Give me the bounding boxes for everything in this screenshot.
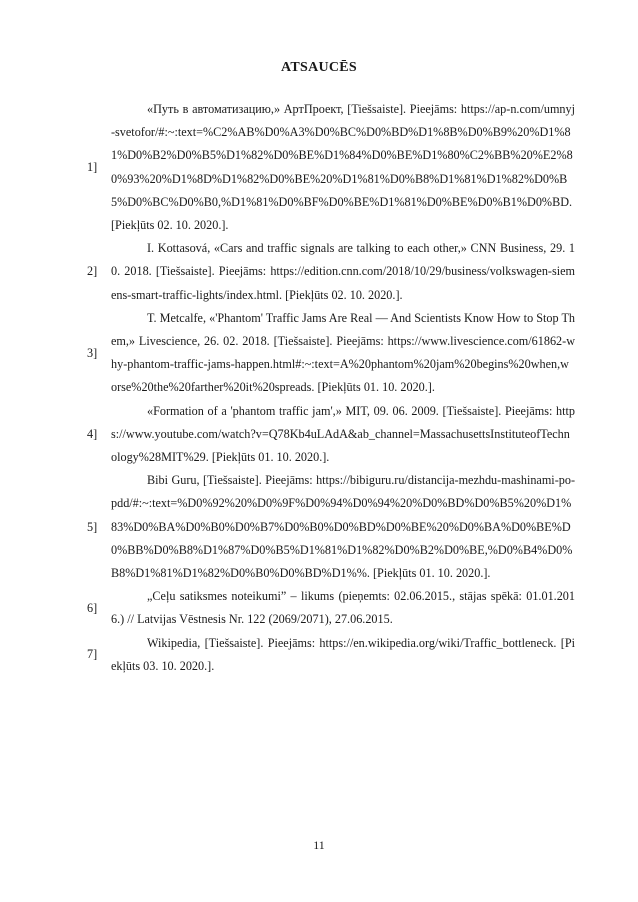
reference-text: Wikipedia, [Tiešsaiste]. Pieejāms: https://en.wikipedia.org/wiki/Traffic_bottleneck. [Piekļūts 03. 10. 2020.]. [111, 635, 575, 673]
reference-text: I. Kottasová, «Cars and traffic signals are talking to each other,» CNN Business, 29. 10. 2018. [Tiešsaiste]. Pieejāms: https://edition.cnn.com/2018/10/29/business/volkswagen-siemens-smart-traffic-lights/index.html. [Piekļūts 02. 10. 2020.]. [111, 241, 575, 302]
reference-list [87, 98, 575, 678]
reference-text: Bibi Guru, [Tiešsaiste]. Pieejāms: https://bibiguru.ru/distancija-mezhdu-mashinami-po-pdd/#:~:text=%D0%92%20%D0%9F%D0%94%D0%94%20%D0%BD%D0%B5%20%D1%83%D0%BA%D0%B0%D0%B7%D0%B0%D0%BD%D0%BE%20%D0%BA%D0%BE%D0%BB%D0%B8%D1%87%D0%B5%D1%81%D1%82%D0%B2%D0%BE,%D0%B4%D0%B8%D1%81%D1%82%D0%B0%D0%BD%D1%%. [Piekļūts 01. 10. 2020.]. [111, 473, 575, 581]
reference-item-6 [87, 585, 575, 631]
reference-item-4 [87, 400, 575, 470]
reference-number: 5] [87, 519, 98, 534]
reference-number: 6] [87, 600, 98, 615]
reference-text: «Formation of a 'phantom traffic jam',» MIT, 09. 06. 2009. [Tiešsaiste]. Pieejāms: https://www.youtube.com/watch?v=Q78Kb4uLAdA&ab_channel=MassachusettsInstituteofTechnology%28MIT%29. [Piekļūts 01. 10. 2020.]. [111, 403, 575, 465]
reference-item-5 [87, 469, 575, 585]
reference-number: 3] [87, 345, 98, 360]
reference-number: 4] [87, 426, 98, 441]
reference-number: 2] [87, 264, 98, 279]
reference-number: 1] [87, 160, 98, 174]
reference-item-3 [87, 307, 575, 400]
reference-item-7 [87, 632, 575, 678]
reference-text: «Путь в автоматизацию,» АртПроект, [Tiešsaiste]. Pieejāms: https://ap-n.com/umnyj-svetofor/#:~:text=%C2%AB%D0%A3%D0%BC%D0%BD%D1%8B%D0%B9%20%D1%81%D0%B2%D0%B5%D1%82%D0%BE%D1%84%D0%BE%D1%80%C2%BB%20%E2%80%93%20%D1%8D%D1%82%D0%BE%20%D1%81%D0%B8%D1%81%D1%82%D0%B5%D0%BC%D0%B0,%D1%81%D0%BF%D0%BE%D1%81%D0%BE%D0%B1%D0%BD. [Piekļūts 02. 10. 2020.]. [111, 102, 575, 233]
reference-number: 7] [87, 647, 98, 662]
page-title: ATSAUCĒS [280, 60, 358, 75]
reference-item-2 [87, 237, 575, 307]
page-number: 11 [313, 838, 325, 852]
reference-item-1 [87, 98, 575, 237]
reference-text: T. Metcalfe, «'Phantom' Traffic Jams Are Real — And Scientists Know How to Stop Them,» Livescience, 26. 02. 2018. [Tiešsaiste]. Pieejāms: https://www.livescience.com/61862-why-phantom-traffic-jams-happen.html#:~:text=A%20phantom%20jam%20begins%20when,worse%20the%20farther%20it%20spreads. [Piekļūts 01. 10. 2020.]. [111, 310, 575, 395]
reference-text: „Ceļu satiksmes noteikumi” – likums (pieņemts: 02.06.2015., stājas spēkā: 01.01.2016.) // Latvijas Vēstnesis Nr. 122 (2069/2071), 27.06.2015. [111, 589, 575, 627]
